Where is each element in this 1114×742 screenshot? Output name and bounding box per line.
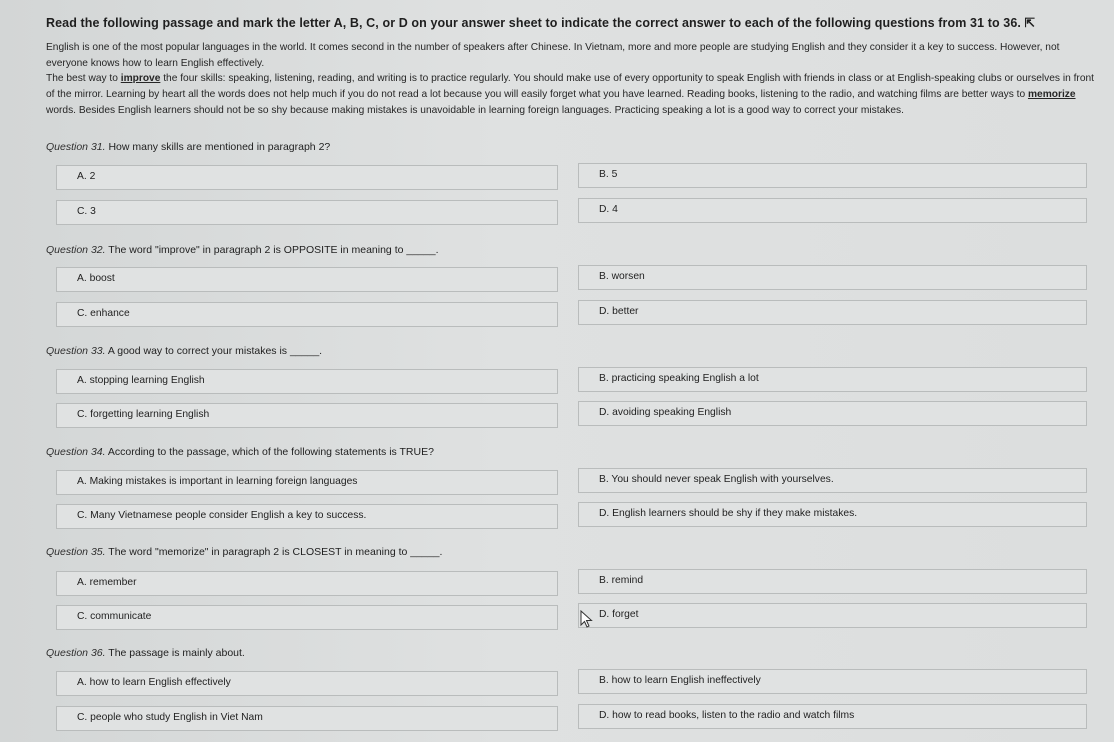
q31-option-a[interactable]: A. 2 [56, 165, 558, 190]
word-improve: improve [120, 73, 161, 84]
q35-option-d[interactable]: D. forget [578, 603, 1087, 628]
arrow-up-left-icon: ⇱ [1024, 16, 1036, 30]
q34-option-a[interactable]: A. Making mistakes is important in learning foreign languages [56, 470, 558, 495]
q31-option-c[interactable]: C. 3 [56, 200, 558, 225]
passage-paragraph-2: The best way to improve the four skills: speaking, listening, reading, and writing is to practice regularly. You should make use of every opportunity to speak English with friends in class or at English-speaking clubs or ourselves in front of the mirror. Learning by heart all the words does not help much if you do not read a lot because you will easily forget what you have learned. Reading books, listening to the radio, and watching films are better ways to memorize words. Besides English learners should not be so shy because making mistakes is unavoidable in learning foreign languages. Practicing speaking a lot is a good way to correct your mistakes. [46, 73, 1094, 116]
q36-option-d[interactable]: D. how to read books, listen to the radio and watch films [578, 704, 1087, 729]
question-34: Question 34. According to the passage, which of the following statements is TRUE? [46, 446, 434, 458]
q33-option-a[interactable]: A. stopping learning English [56, 369, 558, 394]
question-31: Question 31. How many skills are mentioned in paragraph 2? [46, 141, 331, 153]
q36-option-b[interactable]: B. how to learn English ineffectively [578, 669, 1087, 694]
q31-option-d[interactable]: D. 4 [578, 198, 1087, 223]
question-33: Question 33. A good way to correct your mistakes is _____. [46, 345, 323, 357]
q34-option-c[interactable]: C. Many Vietnamese people consider English a key to success. [56, 504, 558, 529]
mouse-pointer-icon [580, 610, 594, 628]
q32-option-c[interactable]: C. enhance [56, 302, 558, 327]
q32-option-b[interactable]: B. worsen [578, 265, 1087, 290]
word-memorize: memorize [1027, 89, 1076, 100]
q33-option-d[interactable]: D. avoiding speaking English [578, 401, 1087, 426]
q34-option-d[interactable]: D. English learners should be shy if they make mistakes. [578, 502, 1087, 527]
q36-option-c[interactable]: C. people who study English in Viet Nam [56, 706, 558, 731]
passage-paragraph-1: English is one of the most popular languages in the world. It comes second in the number of speakers after Chinese. In Vietnam, more and more people are studying English and they consider it a key to success. However, not everyone knows how to learn English effectively. [46, 42, 1060, 69]
q35-option-c[interactable]: C. communicate [56, 605, 558, 630]
q36-option-a[interactable]: A. how to learn English effectively [56, 671, 558, 696]
q33-option-b[interactable]: B. practicing speaking English a lot [578, 367, 1087, 392]
q35-option-a[interactable]: A. remember [56, 571, 558, 596]
question-32: Question 32. The word "improve" in paragraph 2 is OPPOSITE in meaning to _____. [46, 244, 439, 256]
q32-option-a[interactable]: A. boost [56, 267, 558, 292]
question-36: Question 36. The passage is mainly about. [46, 647, 245, 659]
instruction-heading: Read the following passage and mark the letter A, B, C, or D on your answer sheet to indicate the correct answer to each of the following questions from 31 to 36. ⇱ [46, 16, 1036, 30]
question-35: Question 35. The word "memorize" in paragraph 2 is CLOSEST in meaning to _____. [46, 546, 443, 558]
q31-option-b[interactable]: B. 5 [578, 163, 1087, 188]
q32-option-d[interactable]: D. better [578, 300, 1087, 325]
q35-option-b[interactable]: B. remind [578, 569, 1087, 594]
q33-option-c[interactable]: C. forgetting learning English [56, 403, 558, 428]
q34-option-b[interactable]: B. You should never speak English with yourselves. [578, 468, 1087, 493]
